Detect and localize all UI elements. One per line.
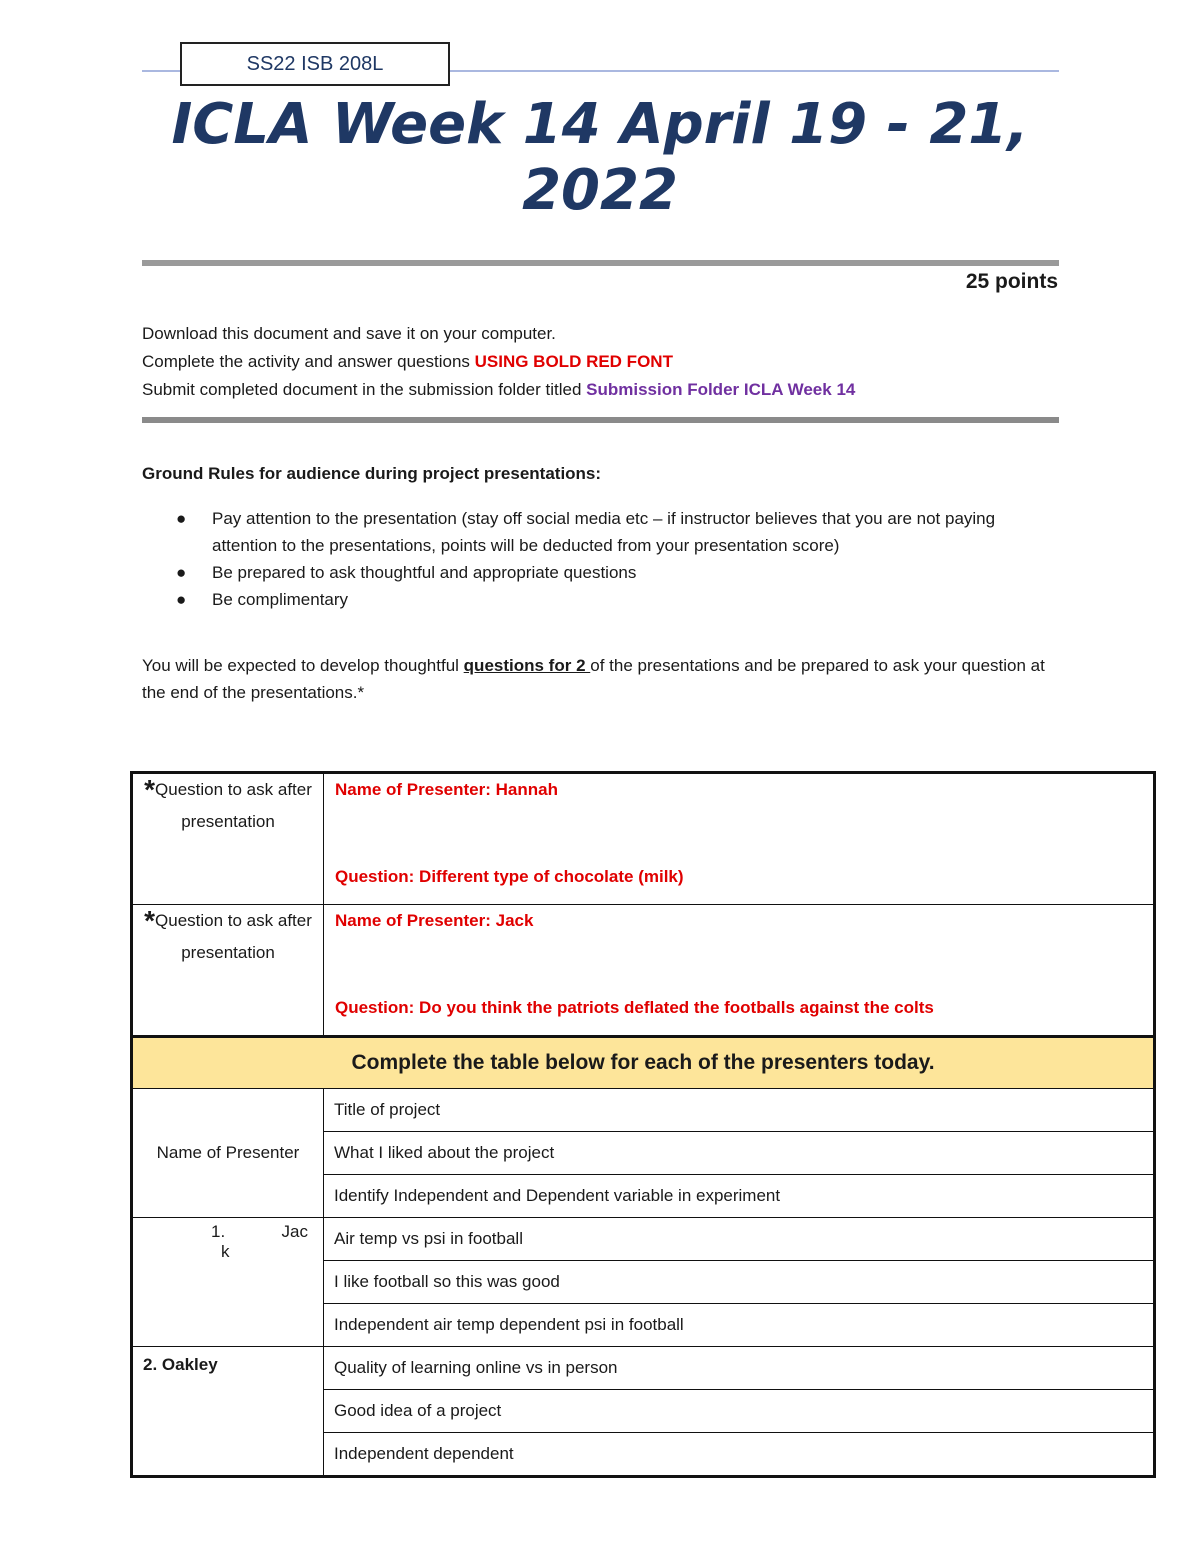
- question-label-cell: *Question to ask after presentation: [132, 905, 324, 1037]
- ground-rules-list: [142, 505, 1059, 613]
- presenter-row: [132, 1218, 1155, 1261]
- presenter-2-liked[interactable]: Good idea of a project: [324, 1390, 1155, 1433]
- header-left-cell: Name of Presenter: [132, 1089, 324, 1218]
- presenter-name: Name of Presenter: Hannah: [335, 780, 558, 799]
- title-line-1: ICLA Week 14 April 19 - 21,: [171, 92, 1029, 157]
- bullet-icon: ●: [176, 563, 187, 582]
- bullet-icon: ●: [176, 509, 187, 528]
- presenter-1-cell[interactable]: 1. Jac k: [132, 1218, 324, 1347]
- instruction-download: Download this document and save it on your computer.: [142, 324, 556, 343]
- presentation-table: [130, 771, 1156, 1478]
- course-code-box: SS22 ISB 208L: [180, 42, 450, 86]
- submission-folder-name: Submission Folder ICLA Week 14: [586, 380, 856, 399]
- divider-top: [142, 260, 1059, 266]
- presenter-2-variables[interactable]: Independent dependent: [324, 1433, 1155, 1477]
- asterisk-icon: *: [144, 774, 156, 805]
- presenter-row: [132, 1347, 1155, 1390]
- banner-row: [132, 1037, 1155, 1089]
- ground-rule-item: ● Be prepared to ask thoughtful and appropriate questions: [142, 559, 1059, 586]
- table-banner: Complete the table below for each of the presenters today.: [132, 1037, 1155, 1089]
- presenter-1-variables[interactable]: Independent air temp dependent psi in football: [324, 1304, 1155, 1347]
- presenter-name: Name of Presenter: Jack: [335, 911, 534, 930]
- instruction-complete: Complete the activity and answer questions USING BOLD RED FONT: [142, 352, 673, 371]
- points-label: 25 points: [965, 270, 1058, 293]
- bullet-icon: ●: [176, 590, 187, 609]
- question-text: Question: Do you think the patriots deflated the footballs against the colts: [335, 998, 934, 1017]
- presenter-1-title[interactable]: Air temp vs psi in football: [324, 1218, 1155, 1261]
- question-text: Question: Different type of chocolate (milk): [335, 867, 684, 886]
- presenter-1-liked[interactable]: I like football so this was good: [324, 1261, 1155, 1304]
- question-row: [132, 905, 1155, 1037]
- header-liked-cell: What I liked about the project: [324, 1132, 1155, 1175]
- instruction-submit: Submit completed document in the submission folder titled Submission Folder ICLA Week 14: [142, 380, 856, 399]
- ground-rule-item: ● Be complimentary: [142, 586, 1059, 613]
- expectation-underlined: questions for 2: [463, 656, 591, 675]
- presenter-2-title[interactable]: Quality of learning online vs in person: [324, 1347, 1155, 1390]
- header-variables-cell: Identify Independent and Dependent variable in experiment: [324, 1175, 1155, 1218]
- question-answer-cell[interactable]: [324, 905, 1155, 1037]
- presenter-2-cell[interactable]: 2. Oakley: [132, 1347, 324, 1477]
- question-answer-cell[interactable]: [324, 773, 1155, 905]
- header-title-cell: Title of project: [324, 1089, 1155, 1132]
- question-label-cell: *Question to ask after presentation: [132, 773, 324, 905]
- ground-rule-item: ● Pay attention to the presentation (stay off social media etc – if instructor believes that you are not paying attention to the presentations, points will be deducted from your presentation score): [142, 505, 1059, 559]
- ground-rules-heading: Ground Rules for audience during project presentations:: [142, 464, 602, 483]
- asterisk-icon: *: [144, 905, 156, 936]
- expectation-paragraph: You will be expected to develop thoughtful questions for 2 of the presentations and be prepared to ask your question at the end of the presentations.*: [142, 656, 1045, 702]
- question-row: [132, 773, 1155, 905]
- page-title: [100, 92, 1100, 224]
- instruction-emphasis-red: USING BOLD RED FONT: [474, 352, 673, 371]
- header-row: [132, 1089, 1155, 1132]
- title-line-2: 2022: [522, 158, 678, 223]
- divider-bottom: [142, 417, 1059, 423]
- instructions: [142, 320, 1059, 404]
